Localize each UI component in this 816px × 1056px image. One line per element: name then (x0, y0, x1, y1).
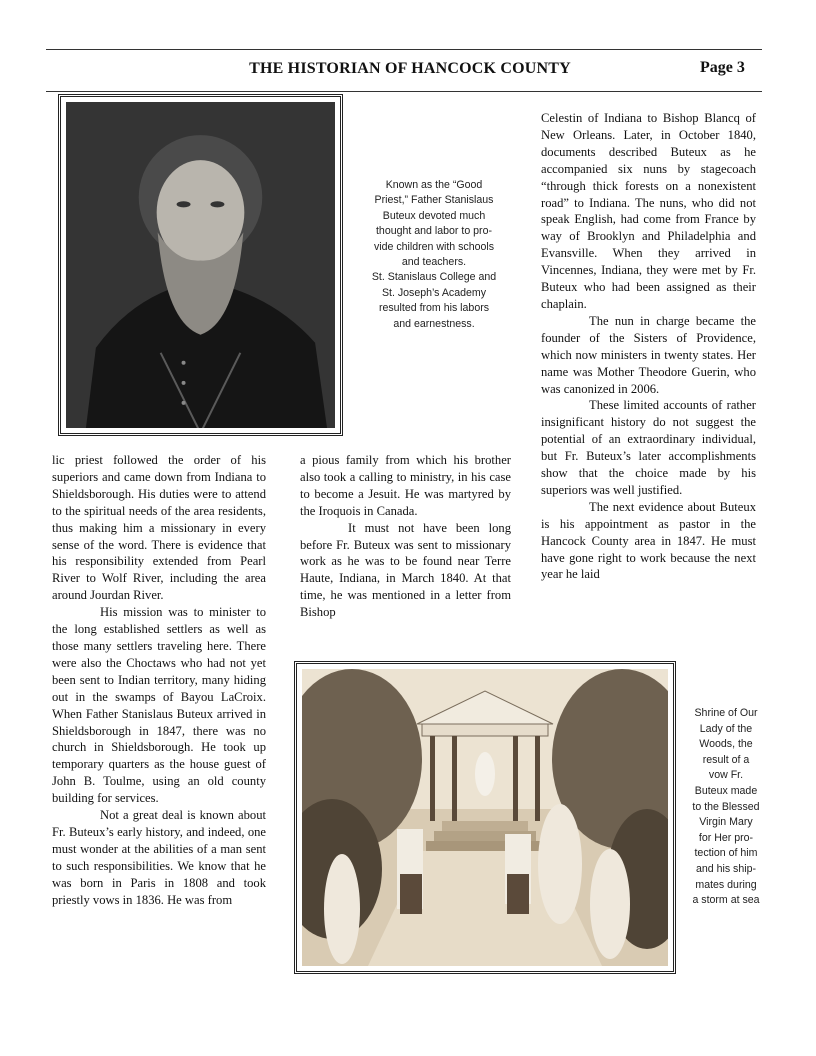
portrait-caption-line: thought and labor to pro- (375, 225, 493, 238)
shrine-caption-line: result of a (702, 753, 750, 766)
shrine-caption-line: Buteux made (694, 784, 758, 797)
portrait-caption-line: and teachers. (401, 256, 467, 269)
portrait-photo-icon (66, 102, 335, 428)
paragraph: a pious family from which his brother also took a calling to ministry, in his case to become a Jesuit. He was martyred by the Iroquois in Canada. (300, 453, 511, 518)
shrine-caption-line: to the Blessed (692, 800, 760, 813)
shrine-caption (684, 706, 768, 909)
paragraph: It must not have been long before Fr. Buteux was sent to missionary work as he was to be found near Terre Haute, Indiana, in March 1840. At that time, he was mentioned in a letter from Bishop (300, 520, 511, 620)
shrine-caption-line: and his ship- (695, 862, 757, 875)
portrait-caption-line: St. Stanislaus College and (371, 271, 497, 284)
shrine-caption-line: for Her pro- (698, 831, 754, 844)
paragraph: Celestin of Indiana to Bishop Blancq of New Orleans. Later, in October 1840, documents described Buteux as he accompanied six nuns by stagecoach “through thick forests on a nonexistent road” to Indiana. The nuns, who did not speak English, had come from France by way of Brooklyn and Philadelphia and Evansville. When they arrived in Vincennes, Indiana, they were met by Fr. Buteux who had been assigned as their chaplain. (541, 111, 756, 311)
top-rule (46, 49, 762, 50)
portrait-caption-line: St. Joseph’s Academy (381, 286, 487, 299)
portrait-caption-line: vide children with schools (373, 240, 495, 253)
paragraph: The next evidence about Buteux is his appointment as pastor in the Hancock County area in 1847. He must have gone right to work because the next year he laid (541, 499, 756, 582)
paragraph: Not a great deal is known about Fr. Buteux’s early history, and indeed, one must wonder at the abilities of a man sent to such responsibilities. We know that he was born in Paris in 1808 and took priestly vows in 1836. He was from (52, 808, 266, 907)
shrine-caption-line: Virgin Mary (699, 816, 753, 829)
shrine-photo (294, 661, 676, 974)
shrine-caption-line: mates during (695, 878, 757, 891)
header-rule (46, 91, 762, 92)
paragraph: His mission was to minister to the long established settlers as well as those many settlers traveling here. There were also the Choctaws who had not yet been sent to Indian territory, many hiding out in the swamps of Bayou LaCroix. When Father Stanislaus Buteux arrived in Shieldsborough in 1847, there was no church in Shieldsborough. He took up temporary quarters as the house guest of John B. Toulme, using an old county building for services. (52, 605, 266, 806)
paragraph: lic priest followed the order of his superiors and came down from Indiana to Shieldsborough. His duties were to attend to the spiritual needs of the area residents, thus making him a missionary in every sense of the word. There is evidence that his responsibility extended from Pearl River to Wolf River, including the area around Jourdan River. (52, 453, 266, 603)
article-column-2 (300, 452, 511, 621)
shrine-photo-icon (302, 669, 668, 966)
shrine-caption-line: Shrine of Our (694, 707, 758, 719)
shrine-caption-line: tection of him (694, 847, 758, 860)
page-number: Page 3 (700, 59, 745, 76)
shrine-caption-line: Woods, the (699, 738, 753, 751)
portrait-caption (354, 178, 514, 332)
portrait-caption-line: Priest,” Father Stanislaus (374, 194, 494, 207)
article-column-1 (52, 452, 266, 908)
paragraph: The nun in charge became the founder of the Sisters of Providence, which now ministers in twenty states. Her name was Mother Theodore Guerin, who was canonized in 2006. (541, 313, 756, 396)
portrait-caption-line: and earnestness. (393, 317, 475, 330)
shrine-caption-line: a storm at sea (692, 894, 760, 907)
paragraph: These limited accounts of rather insignificant history do not suggest the potential of an extraordinary individual, but Fr. Buteux’s later accomplishments show that the choice made by his superiors was well justified. (541, 398, 756, 497)
article-column-3 (541, 110, 756, 583)
newsletter-title: THE HISTORIAN OF HANCOCK COUNTY (249, 60, 571, 77)
portrait-photo (58, 94, 343, 436)
shrine-caption-line: Lady of the (699, 722, 753, 735)
portrait-caption-line: resulted from his labors (378, 302, 490, 315)
portrait-caption-line: Buteux devoted much (382, 209, 486, 222)
shrine-caption-line: vow Fr. (708, 769, 744, 782)
portrait-caption-line: Known as the “Good (385, 179, 483, 191)
